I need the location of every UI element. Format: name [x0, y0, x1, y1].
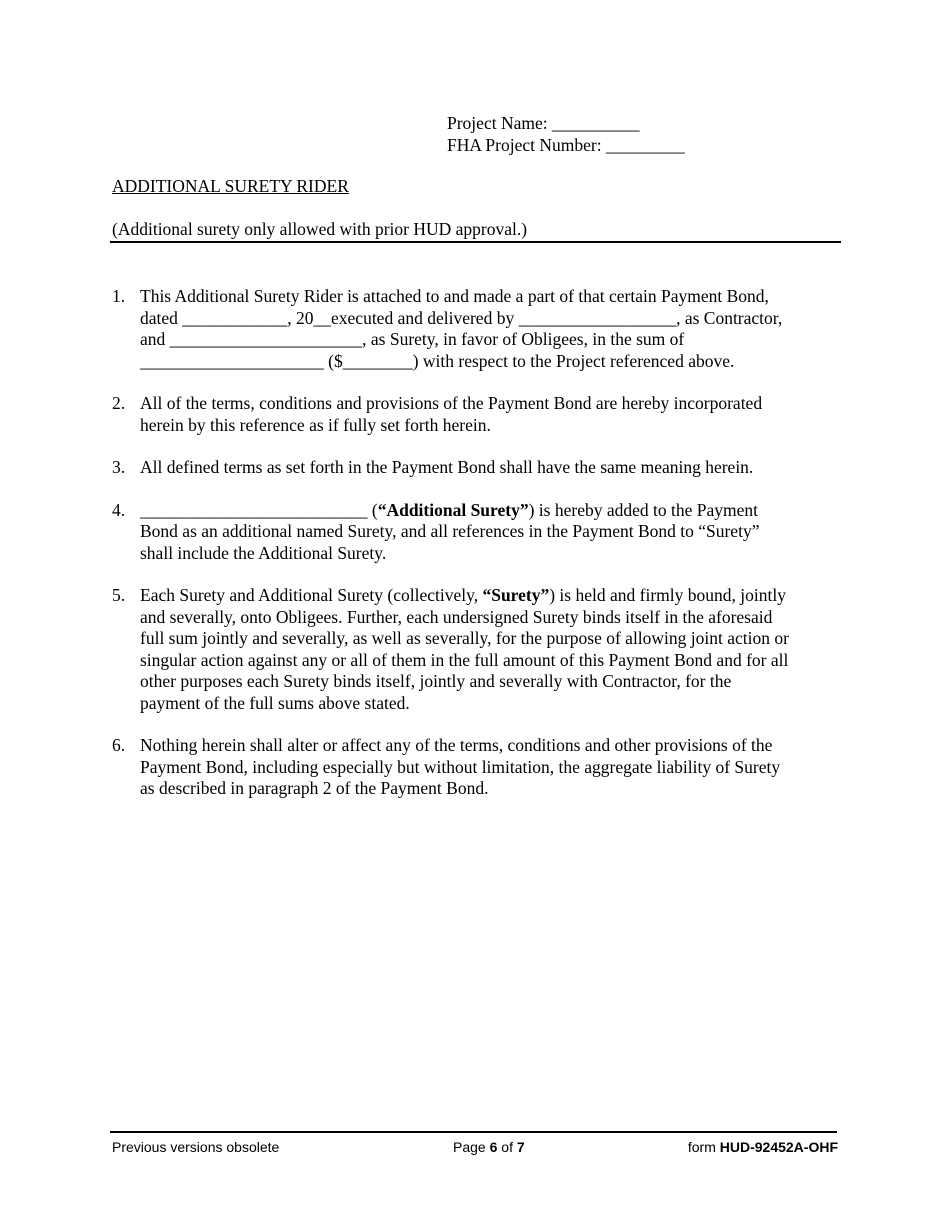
approval-note: (Additional surety only allowed with prior HUD approval.) [112, 219, 528, 239]
item-line: singular action against any or all of them in the full amount of this Payment Bond and for all [140, 649, 789, 670]
fha-project-number-line: FHA Project Number: _________ [447, 135, 685, 155]
item-text: ) is held and firmly bound, jointly [549, 585, 786, 605]
item-line: All defined terms as set forth in the Payment Bond shall have the same meaning herein. [140, 457, 754, 477]
item-number: 4. [112, 499, 126, 520]
item-line: dated ____________, 20__executed and delivered by __________________, as Contractor, [140, 307, 783, 328]
footer-divider [110, 1131, 837, 1133]
form-prefix: form [687, 1139, 720, 1155]
item-line [140, 500, 842, 522]
item-line: _____________________ ($________) with respect to the Project referenced above. [140, 350, 735, 371]
form-id: HUD-92452A-OHF [719, 1139, 838, 1155]
item-line: and ______________________, as Surety, in favor of Obligees, in the sum of [140, 329, 685, 349]
footer-obsolete-note: Previous versions obsolete [112, 1139, 280, 1155]
item-number: 5. [112, 585, 126, 605]
item-line: Bond as an additional named Surety, and all references in the Payment Bond to “Surety” [140, 521, 760, 541]
item-line [140, 585, 842, 607]
page-current: 6 [489, 1139, 498, 1155]
project-name-line: Project Name: __________ [447, 113, 640, 133]
item-line: and severally, onto Obligees. Further, each undersigned Surety binds itself in the aforesaid [140, 606, 773, 627]
defined-term-additional-surety: “Additional Surety” [377, 499, 529, 520]
rider-title: ADDITIONAL SURETY RIDER [112, 176, 349, 196]
page-prefix: Page [453, 1139, 490, 1155]
item-line: This Additional Surety Rider is attached to and made a part of that certain Payment Bond, [140, 286, 769, 306]
item-line: All of the terms, conditions and provisions of the Payment Bond are hereby incorporated [140, 393, 763, 413]
form-number [688, 1139, 838, 1155]
item-line: herein by this reference as if fully set forth herein. [140, 414, 491, 435]
item-number: 6. [112, 735, 126, 755]
list-item-4 [112, 500, 842, 565]
item-line: full sum jointly and severally, as well as severally, for the purpose of allowing joint action or [140, 628, 789, 648]
item-number: 2. [112, 393, 126, 413]
list-item-2 [112, 393, 842, 436]
list-item-6 [112, 735, 842, 800]
item-line: as described in paragraph 2 of the Payment Bond. [140, 778, 489, 798]
header-divider [110, 241, 841, 243]
page-of: of [497, 1139, 517, 1155]
project-header [447, 112, 685, 156]
item-text: ) is hereby added to the Payment [528, 499, 758, 520]
list-item-5 [112, 585, 842, 714]
list-item-3 [112, 457, 842, 479]
item-line: Payment Bond, including especially but without limitation, the aggregate liability of Surety [140, 756, 781, 777]
item-number: 1. [112, 286, 126, 306]
page-indicator [453, 1139, 525, 1155]
list-item-1 [112, 286, 842, 372]
item-line: Nothing herein shall alter or affect any of the terms, conditions and other provisions of the [140, 735, 773, 755]
item-line: payment of the full sums above stated. [140, 692, 410, 713]
item-text: Each Surety and Additional Surety (collectively, [140, 585, 483, 605]
blank-surety-name: __________________________ ( [140, 499, 378, 520]
item-line: shall include the Additional Surety. [140, 542, 387, 563]
defined-term-surety: “Surety” [482, 585, 550, 605]
item-line: other purposes each Surety binds itself, jointly and severally with Contractor, for the [140, 671, 732, 691]
rider-items-list [112, 286, 842, 821]
item-number: 3. [112, 457, 126, 477]
page-total: 7 [516, 1139, 525, 1155]
